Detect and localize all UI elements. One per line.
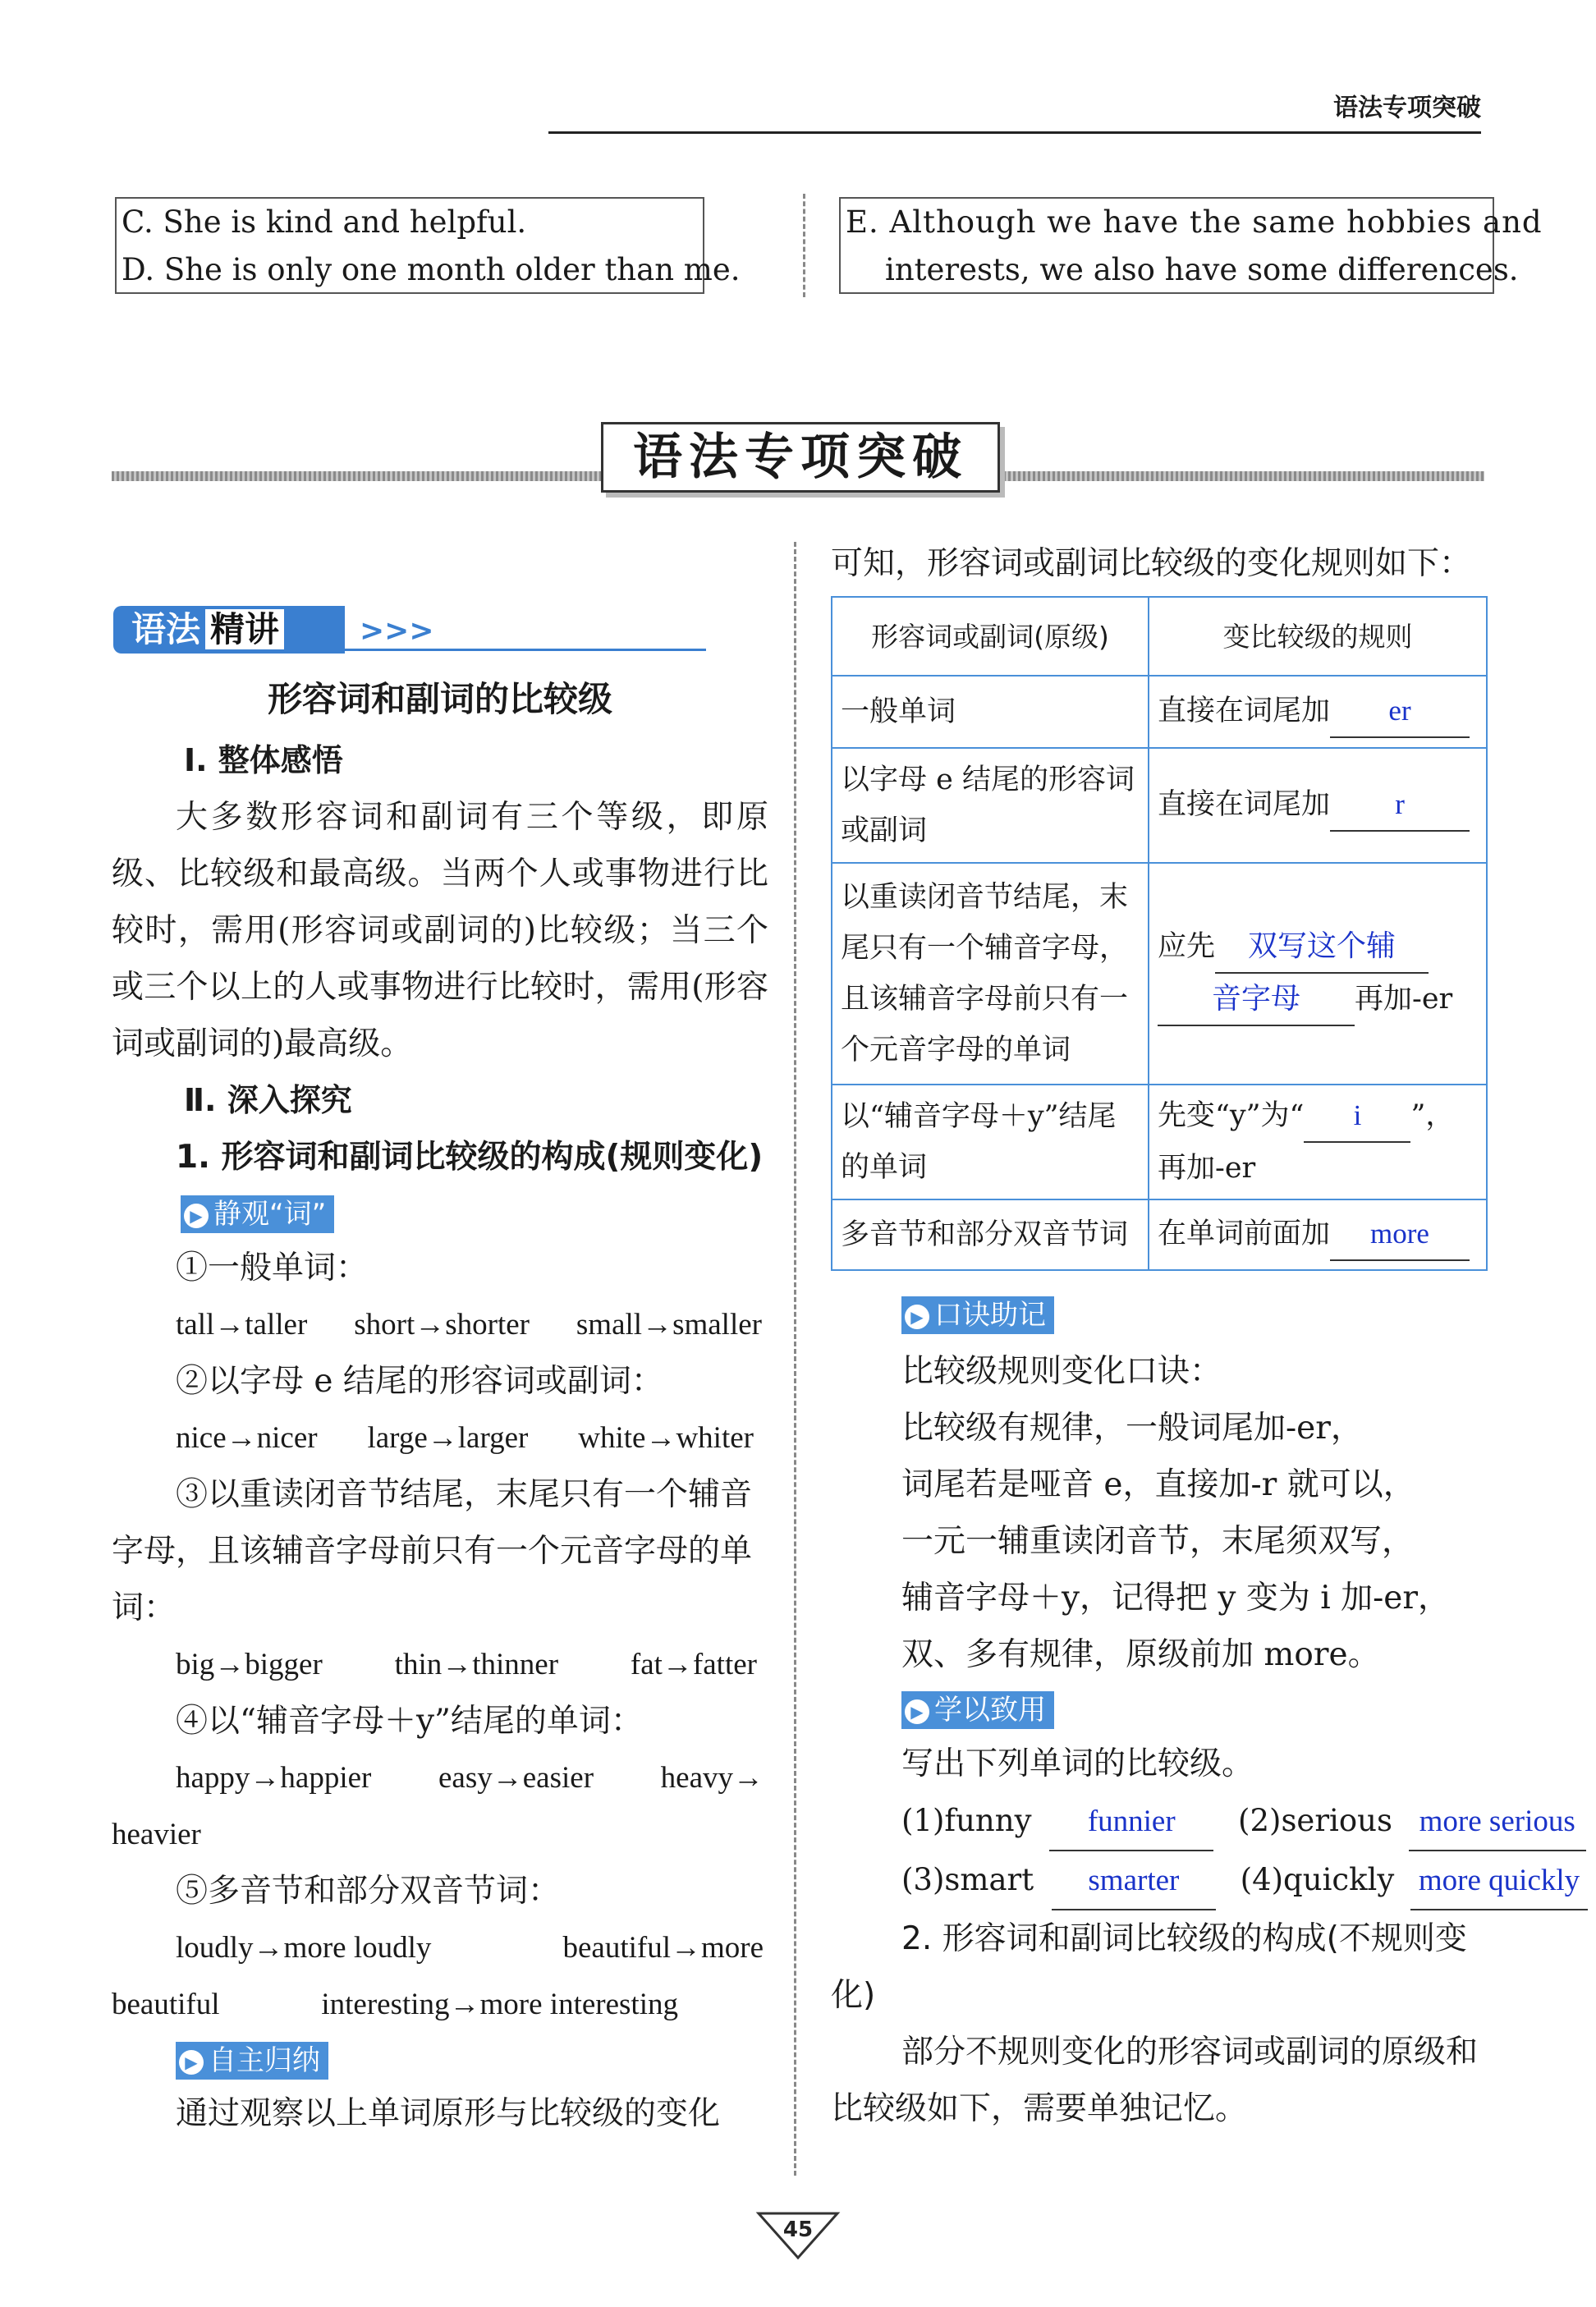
answer-text: more serious <box>1419 1805 1575 1838</box>
answer-blank <box>1304 1090 1410 1143</box>
table-header: 形容词或副词(原级) <box>832 597 1149 676</box>
table-row <box>832 676 1487 748</box>
table-header-row <box>832 597 1487 676</box>
mnemonic-line: 词尾若是哑音 e，直接加-r 就可以， <box>901 1466 1415 1503</box>
right-intro: 可知，形容词或副词比较级的变化规则如下： <box>831 545 1472 582</box>
options-divider <box>803 194 805 297</box>
words-3 <box>112 1636 768 1693</box>
case-2: ②以字母 e 结尾的形容词或副词： <box>176 1363 663 1400</box>
option-d: D. She is only one month older than me. <box>122 252 741 287</box>
answer-text: more <box>1370 1218 1429 1250</box>
word-pair: large→larger <box>367 1421 529 1455</box>
word-pair: short→shorter <box>354 1308 530 1342</box>
table-cell-type: 以重读闭音节结尾，末尾只有一个辅音字母，且该辅音字母前只有一个元音字母的单词 <box>832 863 1149 1085</box>
option-e-line2: interests, we also have some differences. <box>885 252 1519 287</box>
answer-blank <box>1330 686 1470 738</box>
word-pair: beautiful→more <box>562 1931 764 1965</box>
answer-blank <box>1049 1793 1213 1851</box>
table-row <box>832 1085 1487 1199</box>
options-left-box <box>115 197 741 294</box>
mnemonic-line: 一元一辅重读闭音节，末尾须双写， <box>901 1523 1415 1560</box>
answer-text: funnier <box>1087 1805 1176 1838</box>
badge-part1: 语法 <box>131 609 201 649</box>
exercise-label: (1)funny <box>901 1803 1032 1838</box>
answer-blank <box>1409 1793 1586 1851</box>
answer-text: 双写这个辅 <box>1248 929 1396 963</box>
table-cell-rule <box>1149 1085 1487 1199</box>
mnemonic-line: 比较级有规律，一般词尾加-er， <box>901 1410 1363 1447</box>
rule-text: 直接在词尾加 <box>1158 788 1331 821</box>
exercise-row <box>831 1792 1575 1851</box>
exercise-row <box>831 1851 1580 1910</box>
tag-jingguanci <box>181 1195 334 1233</box>
exercise-label: (4)quickly <box>1240 1862 1395 1897</box>
answer-text: more quickly <box>1418 1864 1580 1897</box>
table-row <box>832 748 1487 863</box>
rule-text: ”， <box>1410 1099 1455 1132</box>
rule-text: 再加-er <box>1158 1152 1256 1185</box>
answer-blank <box>1330 1209 1470 1261</box>
rule-text: 再加-er <box>1355 983 1453 1016</box>
badge-part2: 精讲 <box>205 609 284 649</box>
answer-blank <box>1052 1852 1216 1910</box>
right-column <box>831 535 1580 2137</box>
mnemonic-line: 辅音字母＋y，记得把 y 变为 i 加-er， <box>901 1580 1451 1617</box>
answer-text: 音字母 <box>1211 982 1300 1016</box>
word-pair: easy→easier <box>438 1761 594 1795</box>
mnemonic-block <box>831 1343 1496 1683</box>
words-5-cont <box>112 1976 768 2033</box>
tag-row-1 <box>112 1186 768 1240</box>
page-number-badge <box>755 2208 841 2261</box>
mnemonic-line: 双、多有规律，原级前加 more。 <box>901 1636 1380 1673</box>
words-1 <box>112 1296 768 1353</box>
tag-row-4 <box>831 1683 1496 1736</box>
tag-3-label: 口诀助记 <box>934 1299 1046 1332</box>
case-1: ①一般单词： <box>176 1250 369 1287</box>
rule-text: 在单词前面加 <box>1158 1218 1331 1250</box>
option-e-line1: E. Although we have the same hobbies and <box>846 204 1543 240</box>
paragraph-end-left: 通过观察以上单词原形与比较级的变化 <box>176 2095 721 2132</box>
answer-blank <box>1330 779 1470 832</box>
question-1 <box>112 1129 768 1186</box>
table-cell-type: 多音节和部分双音节词 <box>832 1199 1149 1270</box>
word-pair: beautiful <box>112 1988 220 2021</box>
table-cell-rule <box>1149 863 1487 1085</box>
badge-arrows: >>> <box>360 614 434 648</box>
word-pair: big→bigger <box>176 1648 323 1681</box>
word-pair: heavy→ <box>660 1761 764 1795</box>
word-pair: small→smaller <box>576 1308 762 1342</box>
word-pair: thin→thinner <box>394 1648 559 1681</box>
paragraph-end-right: 部分不规则变化的形容词或副词的原级和比较级如下，需要单独记忆。 <box>831 2034 1479 2127</box>
answer-text: smarter <box>1088 1864 1180 1897</box>
table-cell-type: 以字母 e 结尾的形容词或副词 <box>832 748 1149 863</box>
mnemonic-line: 比较级规则变化口诀： <box>901 1353 1222 1390</box>
answer-blank <box>1215 921 1429 974</box>
tag-2-label: 自主归纳 <box>209 2044 320 2077</box>
tag-xueyizhiyong <box>901 1691 1054 1729</box>
case-4: ④以“辅音字母＋y”结尾的单词： <box>176 1703 643 1740</box>
words-5 <box>112 1919 768 1976</box>
table-cell-rule <box>1149 1199 1487 1270</box>
question-1-text: 1. 形容词和副词比较级的构成(规则变化) <box>176 1139 764 1176</box>
section-badge <box>113 606 345 654</box>
heading-2: Ⅱ. 深入探究 <box>184 1082 352 1118</box>
word-pair: nice→nicer <box>176 1421 318 1455</box>
word-pair: happy→happier <box>176 1761 372 1795</box>
words-4 <box>112 1750 768 1806</box>
left-column <box>112 667 768 2142</box>
answer-blank <box>1410 1852 1588 1910</box>
case-3: ③以重读闭音节结尾，末尾只有一个辅音字母，且该辅音字母前只有一个元音字母的单词： <box>112 1476 753 1626</box>
word-pair: interesting→more interesting <box>321 1988 678 2021</box>
exercise-label: (3)smart <box>901 1862 1034 1897</box>
rules-table <box>831 596 1488 1271</box>
rule-text: 直接在词尾加 <box>1158 695 1331 727</box>
table-cell-rule <box>1149 748 1487 863</box>
word-pair: fat→fatter <box>630 1648 757 1681</box>
table-cell-type: 以“辅音字母＋y”结尾的单词 <box>832 1085 1149 1199</box>
play-icon: ▶ <box>905 1305 929 1329</box>
answer-blank <box>1158 974 1355 1026</box>
section-banner: 语法专项突破 <box>601 422 1000 493</box>
exercise-label: (2)serious <box>1238 1803 1392 1838</box>
answer-text: r <box>1395 788 1405 820</box>
play-icon: ▶ <box>184 1204 209 1228</box>
task-line: 写出下列单词的比较级。 <box>901 1745 1254 1782</box>
answer-text: er <box>1388 695 1411 727</box>
tag-zizhuguina <box>176 2042 328 2080</box>
words-4-cont: heavier <box>112 1818 201 1851</box>
column-divider <box>794 542 796 2176</box>
header-title: 语法专项突破 <box>1333 94 1481 122</box>
table-header: 变比较级的规则 <box>1149 597 1487 676</box>
tag-4-label: 学以致用 <box>934 1694 1046 1727</box>
word-pair: white→whiter <box>578 1421 754 1455</box>
options-right-box <box>839 197 1543 294</box>
word-pair: tall→taller <box>176 1308 308 1342</box>
answer-text: i <box>1353 1099 1362 1131</box>
paragraph-1: 大多数形容词和副词有三个等级，即原级、比较级和最高级。当两个人或事物进行比较时，需用(形容词或副词的)比较级；当三个或三个以上的人或事物进行比较时，需用(形容词或副词的)最高级。 <box>112 799 768 1062</box>
play-icon: ▶ <box>905 1699 929 1724</box>
tag-1-label: 静观“词” <box>213 1198 327 1231</box>
badge-underline <box>345 649 706 651</box>
case-5: ⑤多音节和部分双音节词： <box>176 1873 561 1910</box>
question-2 <box>831 1910 1496 2024</box>
page-number: 45 <box>782 2218 814 2242</box>
left-title: 形容词和副词的比较级 <box>267 679 612 719</box>
question-2-text: 2. 形容词和副词比较级的构成(不规则变化) <box>831 1920 1467 2014</box>
play-icon: ▶ <box>179 2050 204 2075</box>
table-cell-rule <box>1149 676 1487 748</box>
tag-koujuezhuji <box>901 1296 1054 1334</box>
tag-row-2 <box>112 2033 768 2085</box>
option-c: C. She is kind and helpful. <box>122 204 527 240</box>
rule-text: 先变“y”为“ <box>1158 1099 1305 1132</box>
table-cell-type: 一般单词 <box>832 676 1149 748</box>
tag-row-3 <box>831 1271 1496 1343</box>
table-row <box>832 1199 1487 1270</box>
header-rule <box>548 131 1481 134</box>
table-row <box>832 863 1487 1085</box>
word-pair: loudly→more loudly <box>176 1931 432 1965</box>
rule-text: 应先 <box>1158 930 1216 963</box>
heading-1: Ⅰ. 整体感悟 <box>184 742 343 778</box>
words-2 <box>112 1410 768 1466</box>
